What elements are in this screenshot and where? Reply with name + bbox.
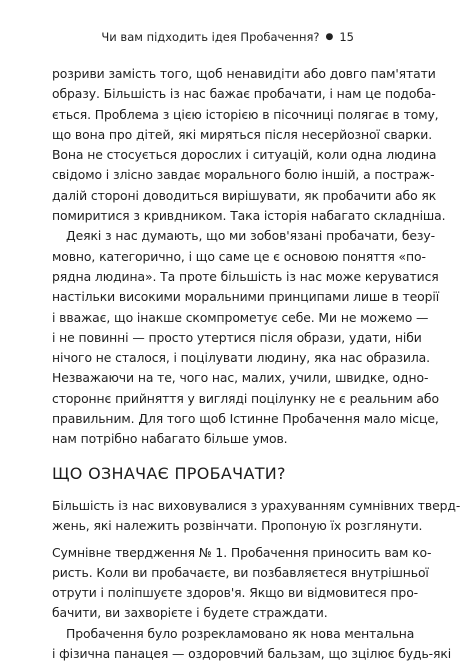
page-number: 15 bbox=[339, 30, 354, 44]
separator-dot: ● bbox=[325, 32, 334, 42]
text-line: Деякі з нас думають, що ми зобов'язані пробачати, безу- bbox=[66, 228, 436, 244]
text-line: Більшість із нас виховувалися з урахуванням сумнівних тверд- bbox=[52, 497, 460, 513]
paragraph-5 bbox=[52, 624, 452, 664]
text-line: далій стороні доводиться вирішувати, як пробачити або як bbox=[52, 187, 437, 203]
text-line: що вона про дітей, які миряться після несерйозної сварки. bbox=[52, 126, 433, 142]
text-line: нічого не сталося, і поцілувати людину, яка нас образила. bbox=[52, 350, 430, 366]
text-line: свідомо і злісно завдає морального болю іншій, а постраж- bbox=[52, 167, 435, 183]
text-line: розриви замість того, щоб ненавидіти або довго пам'ятати bbox=[52, 66, 436, 81]
text-line: ється. Проблема з цією історією в пісочниці полягає в тому, bbox=[52, 106, 439, 122]
page-body bbox=[52, 64, 460, 664]
text-line: помиритися з кривдником. Така історія набагато складніша. bbox=[52, 208, 446, 224]
text-line: і фізична панацея — оздоровчий бальзам, що зцілює будь-які bbox=[52, 646, 452, 662]
text-line: образу. Більшість із нас бажає пробачати, і нам це подоба- bbox=[52, 86, 436, 102]
text-line: настільки високими моральними принципами лише в теорії bbox=[52, 289, 440, 305]
paragraph-1 bbox=[52, 64, 446, 226]
text-line: рядна людина». Та проте більшість із нас може керуватися bbox=[52, 268, 439, 284]
text-line: ристь. Коли ви пробачаєте, ви позбавляєтеся внутрішньої bbox=[52, 564, 429, 580]
text-line: і вважає, що інакше скомпрометує себе. Ми не можемо — bbox=[52, 309, 429, 325]
text-line: Незважаючи на те, чого нас, малих, учили, швидке, одно- bbox=[52, 370, 429, 386]
text-line: Вона не стосується дорослих і ситуацій, коли одна людина bbox=[52, 147, 437, 163]
text-line: і не повинні — просто утертися після образи, удати, ніби bbox=[52, 329, 422, 345]
text-line: Пробачення було розрекламовано як нова ментальна bbox=[66, 625, 415, 641]
paragraph-3 bbox=[52, 496, 460, 537]
running-title: Чи вам підходить ідея Пробачення? bbox=[101, 30, 320, 44]
paragraph-2 bbox=[52, 226, 440, 449]
paragraph-4 bbox=[52, 543, 432, 624]
text-line: отрути і поліпшуєте здоров'я. Якщо ви відмовитеся про- bbox=[52, 585, 419, 601]
text-line: бачити, ви захворієте і будете страждати. bbox=[52, 605, 328, 621]
text-line: Сумнівне твердження № 1. Пробачення приносить вам ко- bbox=[52, 544, 432, 560]
text-line: мовно, категорично, і що саме це є основою поняття «по- bbox=[52, 248, 426, 264]
section-heading: ЩО ОЗНАЧАЄ ПРОБАЧАТИ? bbox=[52, 463, 286, 483]
text-line: нам потрібно набагато більше умов. bbox=[52, 431, 288, 447]
text-line: жень, які належить розвінчати. Пропоную їх розглянути. bbox=[52, 518, 423, 534]
text-line: стороннє прийняття у вигляді поцілунку не є реальним або bbox=[52, 390, 439, 406]
text-line: правильним. Для того щоб Істинне Пробачення мало місце, bbox=[52, 411, 439, 427]
running-header bbox=[52, 30, 354, 44]
